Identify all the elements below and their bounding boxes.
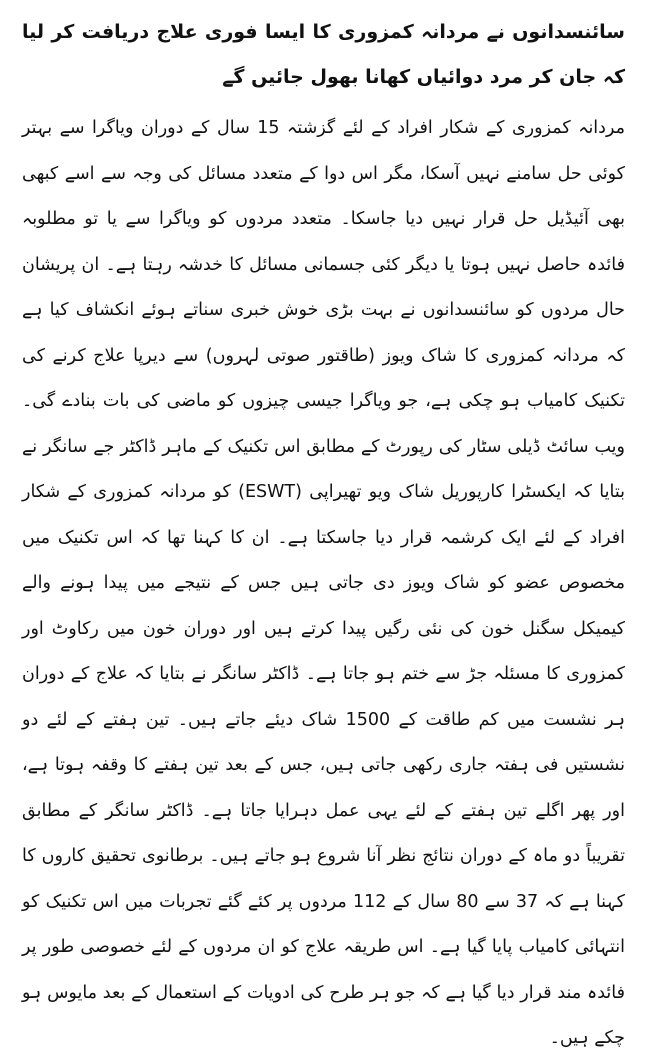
- article-body: مردانہ کمزوری کے شکار افراد کے لئے گزشتہ 15 سال کے دوران ویاگرا سے بہتر کوئی حل سامنے نہیں آسکا، مگر اس دوا کے متعدد مسائل کی وجہ سے اسے کبھی بھی آئیڈیل حل قرار نہیں دیا جاسکا۔ متعدد مردوں کو ویاگرا سے یا تو مطلوبہ فائدہ حاصل نہیں ہوتا یا دیگر کئی جسمانی مسائل کا خدشہ رہتا ہے۔ ان پریشان حال مردوں کو سائنسدانوں نے بہت بڑی خوش خبری سناتے ہوئے انکشاف کیا ہے کہ مردانہ کمزوری کا شاک ویوز (طاقتور صوتی لہروں) سے دیرپا علاج کرنے کی تکنیک کامیاب ہو چکی ہے، جو ویاگرا جیسی چیزوں کو ماضی کی بات بنادے گی۔ ویب سائٹ ڈیلی سٹار کی رپورٹ کے مطابق اس تکنیک کے ماہر ڈاکٹر جے سانگر نے بتایا کہ ایکسٹرا کارپوریل شاک ویو تھیراپی (ESWT) کو مردانہ کمزوری کے شکار افراد کے لئے ایک کرشمہ قرار دیا جاسکتا ہے۔ ان کا کہنا تھا کہ اس تکنیک میں مخصوص عضو کو شاک ویوز دی جاتی ہیں جس کے نتیجے میں پیدا ہونے والے کیمیکل سگنل خون کی نئی رگیں پیدا کرتے ہیں اور دوران خون میں رکاوٹ اور کمزوری کا مسئلہ جڑ سے ختم ہو جاتا ہے۔ ڈاکٹر سانگر نے بتایا کہ علاج کے دوران ہر نشست میں کم طاقت کے 1500 شاک دیئے جاتے ہیں۔ تین ہفتے کے لئے دو نشستیں فی ہفتہ جاری رکھی جاتی ہیں، جس کے بعد تین ہفتے کا وقفہ ہوتا ہے، اور پھر اگلے تین ہفتے کے لئے یہی عمل دہرایا جاتا ہے۔ ڈاکٹر سانگر کے مطابق تقریباً دو ماہ کے دوران نتائج نظر آنا شروع ہو جاتے ہیں۔ برطانوی تحقیق کاروں کا کہنا ہے کہ 37 سے 80 سال کے 112 مردوں پر کئے گئے تجربات میں اس تکنیک کو انتہائی کامیاب پایا گیا ہے۔ اس طریقہ علاج کو ان مردوں کے لئے خصوصی طور پر فائدہ مند قرار دیا گیا ہے کہ جو ہر طرح کی ادویات کے استعمال کے بعد مایوس ہو چکے ہیں۔: [22, 118, 626, 1048]
- article-headline: سائنسدانوں نے مردانہ کمزوری کا ایسا فوری علاج دریافت کر لیا کہ جان کر مرد دوائیاں کھانا بھول جائیں گے: [22, 21, 625, 88]
